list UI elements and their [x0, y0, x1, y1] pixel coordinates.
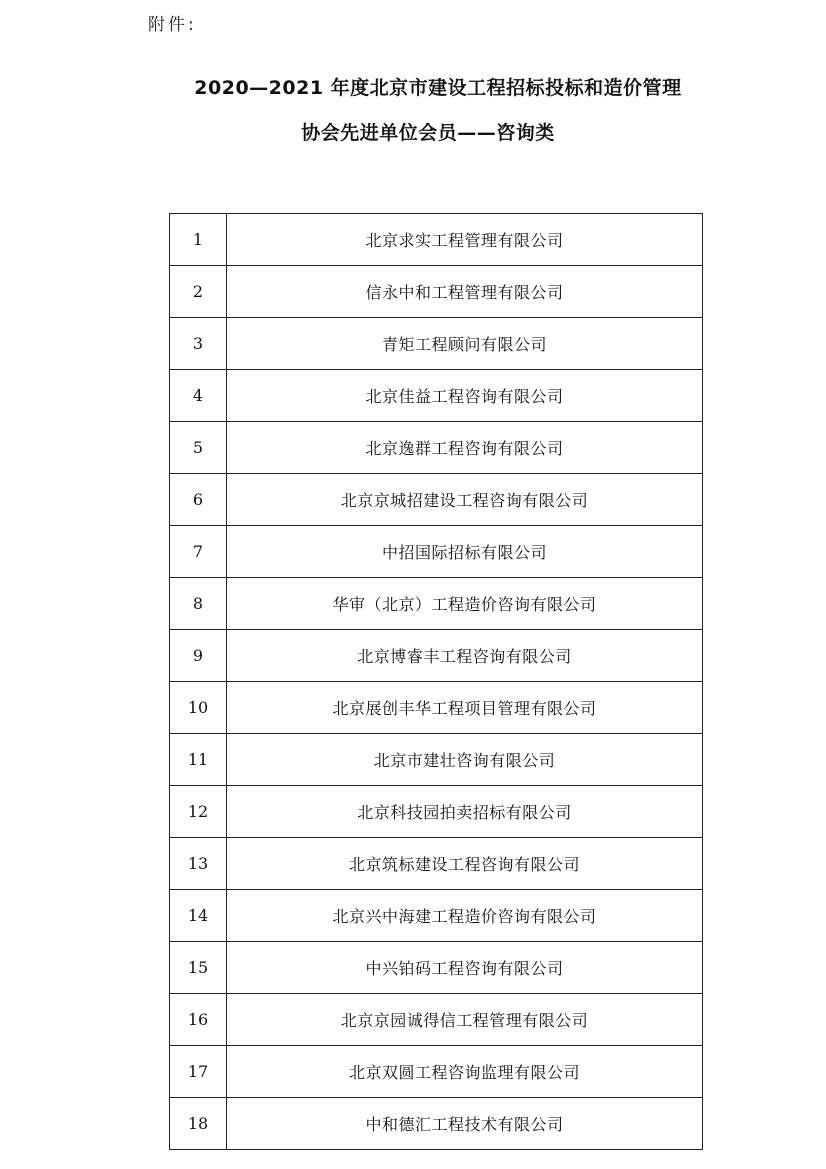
member-table-body — [170, 214, 703, 1150]
table-row — [170, 318, 703, 370]
row-number: 14 — [170, 890, 227, 942]
row-number: 9 — [170, 630, 227, 682]
row-number: 2 — [170, 266, 227, 318]
row-number: 5 — [170, 422, 227, 474]
row-number: 10 — [170, 682, 227, 734]
document-title-line-1: 2020—2021 年度北京市建设工程招标投标和造价管理 — [194, 77, 682, 99]
company-name: 信永中和工程管理有限公司 — [227, 266, 703, 318]
row-number: 3 — [170, 318, 227, 370]
row-number: 15 — [170, 942, 227, 994]
document-title-line-2: 协会先进单位会员——咨询类 — [301, 122, 555, 144]
table-row — [170, 1046, 703, 1098]
table-row — [170, 890, 703, 942]
table-row — [170, 1098, 703, 1150]
row-number: 16 — [170, 994, 227, 1046]
row-number: 18 — [170, 1098, 227, 1150]
row-number: 6 — [170, 474, 227, 526]
company-name: 北京展创丰华工程项目管理有限公司 — [227, 682, 703, 734]
table-row — [170, 422, 703, 474]
table-row — [170, 266, 703, 318]
company-name: 北京兴中海建工程造价咨询有限公司 — [227, 890, 703, 942]
company-name: 北京市建壮咨询有限公司 — [227, 734, 703, 786]
table-row — [170, 994, 703, 1046]
row-number: 13 — [170, 838, 227, 890]
company-name: 青矩工程顾问有限公司 — [227, 318, 703, 370]
row-number: 11 — [170, 734, 227, 786]
company-name: 北京京城招建设工程咨询有限公司 — [227, 474, 703, 526]
company-name: 北京双圆工程咨询监理有限公司 — [227, 1046, 703, 1098]
table-row — [170, 734, 703, 786]
table-row — [170, 786, 703, 838]
table-row — [170, 838, 703, 890]
table-row — [170, 370, 703, 422]
company-name: 北京筑标建设工程咨询有限公司 — [227, 838, 703, 890]
row-number: 12 — [170, 786, 227, 838]
row-number: 8 — [170, 578, 227, 630]
attachment-label: 附件: — [148, 15, 197, 35]
company-name: 中和德汇工程技术有限公司 — [227, 1098, 703, 1150]
company-name: 中招国际招标有限公司 — [227, 526, 703, 578]
row-number: 17 — [170, 1046, 227, 1098]
table-row — [170, 630, 703, 682]
table-row — [170, 682, 703, 734]
table-row — [170, 474, 703, 526]
company-name: 中兴铂码工程咨询有限公司 — [227, 942, 703, 994]
member-table — [169, 213, 703, 1150]
company-name: 北京逸群工程咨询有限公司 — [227, 422, 703, 474]
company-name: 北京科技园拍卖招标有限公司 — [227, 786, 703, 838]
company-name: 北京佳益工程咨询有限公司 — [227, 370, 703, 422]
company-name: 华审（北京）工程造价咨询有限公司 — [227, 578, 703, 630]
company-name: 北京求实工程管理有限公司 — [227, 214, 703, 266]
table-row — [170, 942, 703, 994]
company-name: 北京博睿丰工程咨询有限公司 — [227, 630, 703, 682]
table-row — [170, 526, 703, 578]
table-row — [170, 214, 703, 266]
company-name: 北京京园诚得信工程管理有限公司 — [227, 994, 703, 1046]
row-number: 1 — [170, 214, 227, 266]
table-row — [170, 578, 703, 630]
row-number: 7 — [170, 526, 227, 578]
row-number: 4 — [170, 370, 227, 422]
